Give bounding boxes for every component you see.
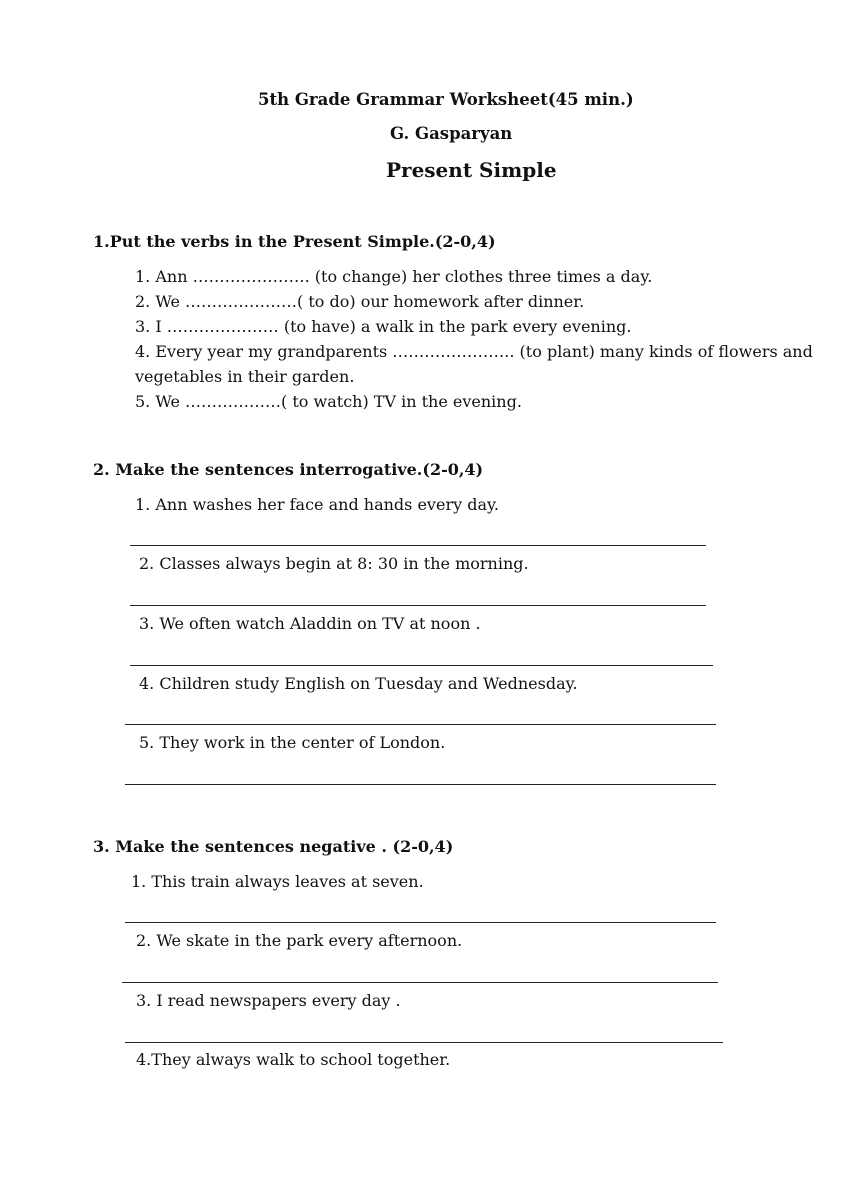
section1-item-2: 2. We …………………( to do) our homework after dinner. — [135, 292, 585, 311]
answer-line — [125, 724, 716, 725]
section2-item-1: 1. Ann washes her face and hands every day. — [135, 495, 499, 514]
answer-line — [125, 784, 716, 785]
section3-item-2: 2. We skate in the park every afternoon. — [136, 931, 463, 950]
answer-line — [130, 665, 713, 666]
answer-line — [125, 1042, 723, 1043]
answer-line — [125, 922, 716, 923]
section3-heading: 3. Make the sentences negative . (2-0,4) — [93, 837, 454, 856]
answer-line — [130, 605, 706, 606]
section2-item-3: 3. We often watch Aladdin on TV at noon . — [139, 614, 481, 633]
section3-item-1: 1. This train always leaves at seven. — [131, 872, 424, 891]
section1-heading: 1.Put the verbs in the Present Simple.(2-0,4) — [93, 232, 496, 251]
section1-item-4-continued: vegetables in their garden. — [135, 367, 355, 386]
section2-item-5: 5. They work in the center of London. — [139, 733, 446, 752]
section2-item-4: 4. Children study English on Tuesday and Wednesday. — [139, 674, 578, 693]
section2-heading: 2. Make the sentences interrogative.(2-0,4) — [93, 460, 484, 479]
section3-item-3: 3. I read newspapers every day . — [136, 991, 401, 1010]
answer-line — [122, 982, 718, 983]
section2-item-2: 2. Classes always begin at 8: 30 in the morning. — [139, 554, 529, 573]
section1-item-3: 3. I ………………… (to have) a walk in the park every evening. — [135, 317, 632, 336]
section1-item-5: 5. We ………………( to watch) TV in the evening. — [135, 392, 522, 411]
worksheet-title: 5th Grade Grammar Worksheet(45 min.) — [258, 90, 634, 109]
topic-title: Present Simple — [386, 158, 557, 182]
author-name: G. Gasparyan — [390, 124, 513, 143]
section1-item-1: 1. Ann …………………. (to change) her clothes three times a day. — [135, 267, 653, 286]
section1-item-4: 4. Every year my grandparents ………………….. (to plant) many kinds of flowers and — [135, 342, 813, 361]
section3-item-4: 4.They always walk to school together. — [136, 1050, 451, 1069]
answer-line — [130, 545, 706, 546]
